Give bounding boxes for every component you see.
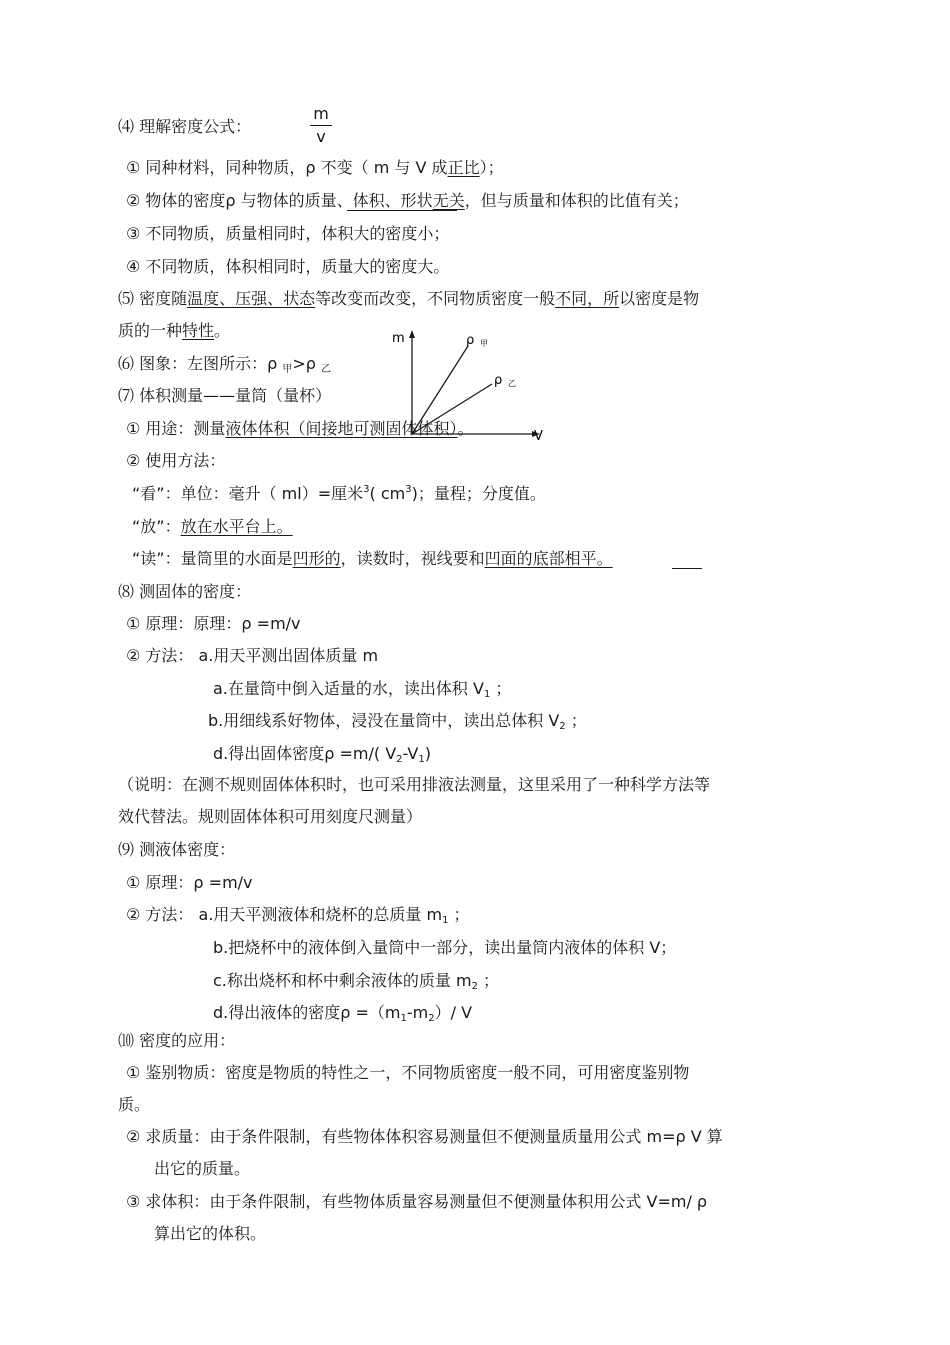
s9-method-a: ② 方法： a.用天平测液体和烧杯的总质量 m1 ；: [126, 905, 470, 926]
s10-item-1-line-2: 质。: [118, 1095, 151, 1114]
s9-title: ⑼ 测液体密度：: [118, 840, 236, 859]
s7-put: “放”：放在水平台上。: [132, 517, 293, 536]
s7-read: “读”：量筒里的水面是凹形的，读数时，视线要和凹面的底部相平。: [132, 549, 613, 568]
s10-item-1-line-1: ① 鉴别物质：密度是物质的特性之一，不同物质密度一般不同，可用密度鉴别物: [126, 1063, 690, 1082]
s9-principle: ① 原理：ρ =m/v: [126, 873, 253, 892]
s4-item-4: ④ 不同物质，体积相同时，质量大的密度大。: [126, 257, 450, 276]
s8-note-1: （说明：在测不规则固体体积时，也可采用排液法测量，这里采用了一种科学方法等: [118, 775, 711, 794]
s4-title: ⑷ 理解密度公式：: [118, 117, 252, 136]
rho-jia-sub: 甲: [480, 339, 488, 348]
s8-principle: ① 原理：原理：ρ =m/v: [126, 614, 301, 633]
s9-step-c: c.称出烧杯和杯中剩余液体的质量 m2 ；: [213, 971, 500, 992]
m-axis-label: m: [392, 331, 405, 346]
fraction-bar: [310, 125, 332, 126]
rho-yi-label: ρ: [494, 373, 503, 388]
rho-yi-sub: 乙: [508, 379, 516, 388]
s8-step-a: a.在量筒中倒入适量的水，读出体积 V1 ；: [213, 679, 512, 700]
s10-item-3-line-1: ③ 求体积：由于条件限制，有些物体质量容易测量但不便测量体积用公式 V=m/ ρ: [126, 1192, 708, 1211]
s5-line-1: ⑸ 密度随温度、压强、状态等改变而改变，不同物质密度一般不同，所以密度是物: [118, 289, 700, 308]
s9-step-b: b.把烧杯中的液体倒入量筒中一部分，读出量筒内液体的体积 V；: [213, 938, 677, 957]
s4-item-3: ③ 不同物质，质量相同时，体积大的密度小；: [126, 224, 450, 243]
s6-text: ⑹ 图象：左图所示：ρ 甲>ρ 乙: [118, 354, 331, 375]
s7-method: ② 使用方法：: [126, 451, 226, 470]
s4-item-1: ① 同种材料，同种物质，ρ 不变（ m 与 V 成正比）；: [126, 158, 504, 177]
m-axis-arrow-icon: [409, 330, 415, 338]
s8-step-d: d.得出固体密度ρ =m/( V2-V1): [213, 744, 431, 765]
s10-item-3-line-2: 算出它的体积。: [154, 1224, 267, 1243]
s8-title: ⑻ 测固体的密度：: [118, 582, 252, 601]
s9-step-d: d.得出液体的密度ρ =（m1-m2）/ V: [213, 1003, 473, 1024]
formula-numerator: m: [313, 104, 329, 123]
v-axis-label: V: [534, 429, 543, 442]
formula-denominator: v: [316, 127, 326, 146]
s10-title: ⑽ 密度的应用：: [118, 1031, 236, 1050]
s7-usage: ① 用途：测量液体体积（间接地可测固体体积）。: [126, 419, 474, 438]
s8-step-b: b.用细线系好物体，浸没在量筒中，读出总体积 V2 ；: [208, 711, 587, 732]
s5-line-2: 质的一种特性。: [118, 321, 231, 340]
s10-item-2-line-2: 出它的质量。: [154, 1159, 251, 1178]
s8-note-2: 效代替法。规则固体体积可用刻度尺测量）: [118, 807, 423, 826]
s8-method-a: ② 方法： a.用天平测出固体质量 m: [126, 646, 379, 665]
s10-item-2-line-1: ② 求质量：由于条件限制，有些物体体积容易测量但不便测量质量用公式 m=ρ V 算: [126, 1127, 723, 1146]
density-formula-fraction: [310, 104, 332, 147]
s7-title: ⑺ 体积测量——量筒（量杯）: [118, 386, 332, 405]
rho-jia-label: ρ: [466, 333, 475, 348]
s7-look: “看”：单位：毫升（ ml）=厘米$^3$( $cm^3$)；量程；分度值。: [132, 484, 546, 503]
s4-item-2: ② 物体的密度ρ 与物体的质量、体积、形状无关，但与质量和体积的比值有关；: [126, 191, 689, 210]
